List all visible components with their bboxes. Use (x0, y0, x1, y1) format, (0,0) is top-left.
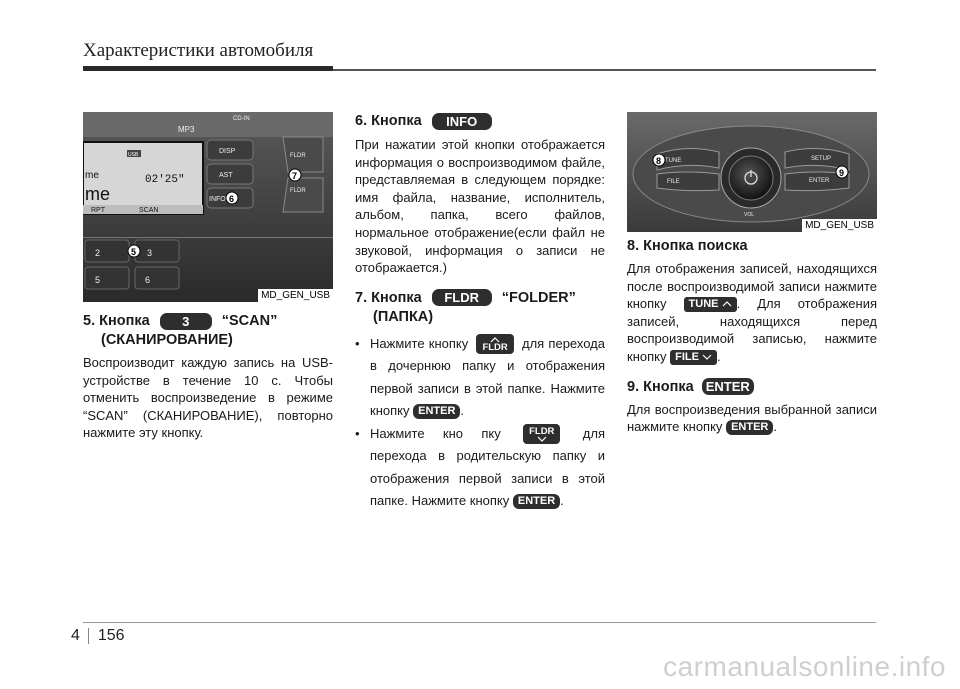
play-time: 02'25" (145, 174, 185, 186)
callout-7 (289, 169, 301, 181)
section-7 (355, 289, 605, 513)
callout-6 (226, 192, 238, 204)
svg-text:5: 5 (131, 247, 137, 257)
rpt-label: RPT (91, 207, 105, 214)
radio-photo-right (627, 112, 877, 232)
section-6-body: При нажатии этой кнопки отображается информация о воспроизводимом файле, представляемая в следующем порядке: имя файла, название, исполнитель, альбом, папка, всего файлов, нормальное отображение(если файл не звуковой, информация о записи не отображается.) (355, 137, 605, 276)
section-5-title: 5. Кнопка 3 “SCAN” (СКАНИРОВАНИЕ) (83, 313, 278, 348)
page-number (71, 627, 125, 645)
section-5-body: Воспроизводит каждую запись на USB-устройстве в течение 10 с. Чтобы отменить воспроизведение в режиме “SCAN” (СКАНИРОВАНИЕ), повторно нажмите эту кнопку. (83, 355, 333, 441)
section-7-title: 7. Кнопка FLDR “FOLDER” (ПАПКА) (355, 289, 576, 325)
list-item: • Нажмите кнопку FLDR для перехода в дочернюю папку и отображения первой записи в этой папке. Нажмите кнопку ENTER . (355, 335, 605, 419)
chapter-number: 4 (71, 627, 80, 644)
svg-text:9: 9 (839, 168, 845, 178)
fldr-down-badge: FLDR (523, 424, 560, 444)
image-caption: MD_GEN_USB (258, 289, 333, 302)
list-item: • Нажмите кно пку FLDR для перехода в родительскую папку и отображения первой записи в этой папке. Нажмите кнопку ENTER . (355, 425, 605, 509)
chevron-down-icon (537, 436, 547, 442)
vol-label: VOL (744, 212, 755, 218)
fldr-down-button[interactable] (283, 178, 323, 212)
svg-text:3: 3 (147, 248, 153, 258)
callout-9 (836, 166, 848, 178)
section-9-body: Для воспроизведения выбранной записи нажмите кнопку ENTER . (627, 401, 877, 435)
section-5 (83, 312, 333, 442)
enter-badge: ENTER (726, 420, 773, 435)
enter-badge: ENTER (513, 494, 560, 509)
scan-label: SCAN (139, 207, 159, 214)
mp3-label: MP3 (178, 125, 195, 134)
volume-knob[interactable] (729, 156, 773, 200)
info-badge: INFO (432, 113, 492, 130)
svg-text:TUNE: TUNE (665, 158, 682, 164)
svg-text:7: 7 (292, 171, 298, 181)
svg-text:AST: AST (219, 172, 233, 179)
section-8 (627, 237, 877, 366)
image-caption: MD_GEN_USB (802, 219, 877, 232)
svg-text:FLDR: FLDR (290, 153, 306, 159)
tune-badge: TUNE (684, 297, 737, 312)
header-title: Характеристики автомобиля (83, 40, 314, 61)
callout-5 (128, 245, 140, 257)
fldr-up-badge: FLDR (476, 334, 513, 354)
radio-panel-illustration (83, 112, 333, 302)
svg-text:5: 5 (95, 275, 101, 285)
track-name-fragment: me (85, 184, 111, 204)
button-3-badge: 3 (160, 313, 212, 330)
section-8-body: Для отображения записей, находящихся после воспроизводимой записи нажмите кнопку TUNE . Для отображения записей, находящихся перед воспроизводимой записью, нажмите кнопку FILE . (627, 261, 877, 364)
radio-photo-left (83, 112, 333, 302)
control-panel-illustration (627, 112, 877, 232)
section-6-title: 6. Кнопка INFO (355, 112, 605, 131)
section-8-title: 8. Кнопка поиска (627, 238, 748, 254)
svg-text:ENTER: ENTER (809, 178, 830, 184)
column-3 (627, 112, 877, 436)
section-9-title: 9. Кнопка ENTER (627, 378, 877, 397)
page-number-value: 156 (97, 627, 125, 644)
preset-3-button[interactable] (135, 240, 179, 262)
watermark: carmanualsonline.info (663, 651, 946, 682)
preset-6-button[interactable] (135, 267, 179, 289)
svg-text:SETUP: SETUP (811, 156, 832, 162)
callout-8 (653, 154, 665, 166)
svg-text:2: 2 (95, 248, 101, 258)
track-name-fragment: me (85, 170, 99, 181)
svg-text:DISP: DISP (219, 148, 236, 155)
svg-text:INFO: INFO (209, 196, 226, 203)
chevron-up-icon (722, 301, 732, 307)
file-badge: FILE (670, 350, 717, 365)
usb-indicator: USB (128, 152, 139, 158)
svg-text:6: 6 (229, 194, 235, 204)
column-2 (355, 112, 605, 513)
header-rule (83, 66, 333, 71)
svg-text:6: 6 (145, 275, 151, 285)
column-1 (83, 112, 333, 442)
section-6 (355, 112, 605, 277)
svg-text:FLDR: FLDR (290, 188, 306, 194)
chevron-down-icon (702, 354, 712, 360)
header-rule-thin (333, 69, 876, 71)
cd-in-label: CD-IN (233, 116, 250, 122)
fldr-badge: FLDR (432, 289, 492, 306)
folder-instructions-list (355, 333, 605, 513)
enter-badge: ENTER (413, 404, 460, 419)
preset-5-button[interactable] (85, 267, 129, 289)
preset-2-button[interactable] (85, 240, 129, 262)
enter-badge: ENTER (702, 378, 754, 395)
footer-rule (83, 622, 876, 623)
svg-text:8: 8 (656, 156, 662, 166)
section-9 (627, 378, 877, 436)
svg-text:FILE: FILE (667, 179, 680, 185)
